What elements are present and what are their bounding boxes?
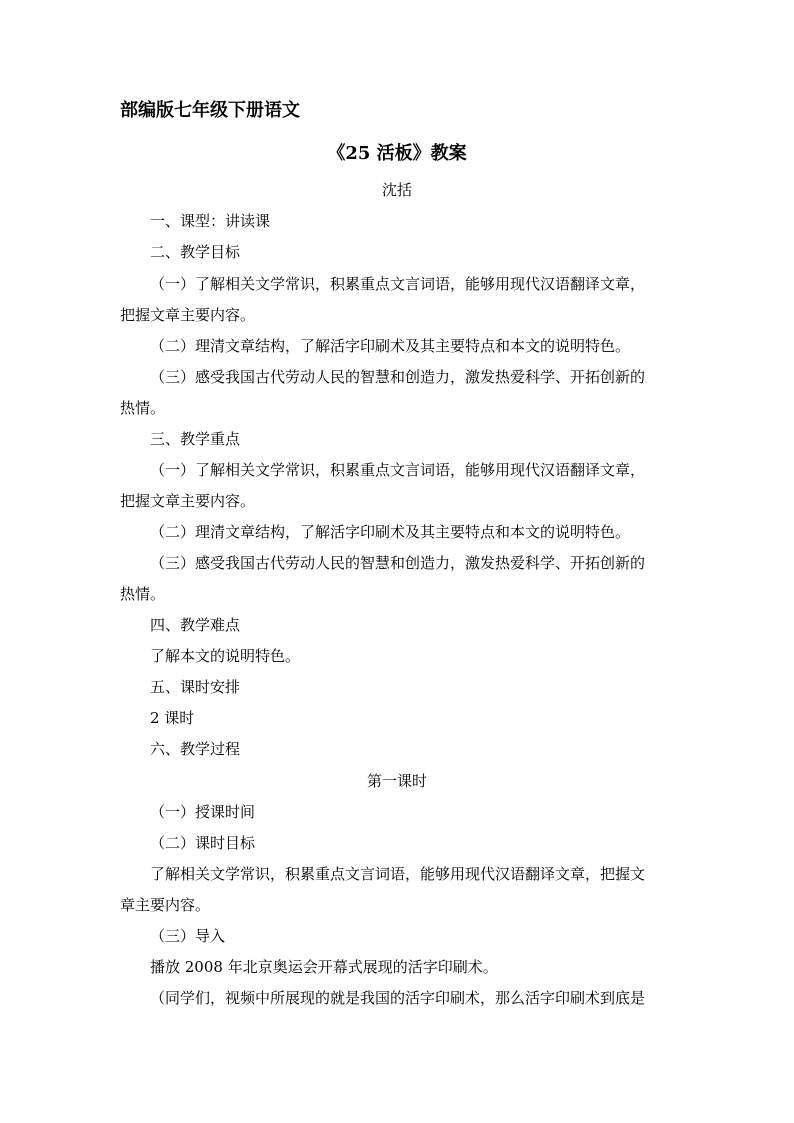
body-line: 三、教学重点 — [150, 430, 241, 448]
body-line: （一）授课时间 — [150, 803, 256, 821]
body-line: 2 课时 — [150, 709, 195, 727]
body-line: （三）导入 — [150, 927, 226, 945]
body-line: （一）了解相关文学常识，积累重点文言词语，能够用现代汉语翻译文章， — [150, 275, 646, 293]
body-line: 了解本文的说明特色。 — [150, 647, 301, 665]
body-line: 播放 2008 年北京奥运会开幕式展现的活字印刷术。 — [150, 958, 498, 976]
document-header: 部编版七年级下册语文 — [120, 100, 300, 121]
body-line: 四、教学难点 — [150, 616, 241, 634]
author-name: 沈括 — [381, 181, 412, 199]
body-line: （一）了解相关文学常识，积累重点文言词语，能够用现代汉语翻译文章， — [150, 461, 646, 479]
body-line: 五、课时安排 — [150, 678, 241, 696]
body-line: 六、教学过程 — [150, 740, 241, 758]
body-line: （三）感受我国古代劳动人民的智慧和创造力，激发热爱科学、开拓创新的 — [150, 368, 646, 386]
body-line: （二）课时目标 — [150, 834, 256, 852]
body-line: （二）理清文章结构，了解活字印刷术及其主要特点和本文的说明特色。 — [150, 337, 631, 355]
body-line: 把握文章主要内容。 — [120, 492, 256, 510]
body-line: 把握文章主要内容。 — [120, 306, 256, 324]
body-line: （三）感受我国古代劳动人民的智慧和创造力，激发热爱科学、开拓创新的 — [150, 554, 646, 572]
body-line: （二）理清文章结构，了解活字印刷术及其主要特点和本文的说明特色。 — [150, 523, 631, 541]
body-line: （同学们，视频中所展现的就是我国的活字印刷术，那么活字印刷术到底是 — [150, 989, 646, 1007]
body-line: 了解相关文学常识，积累重点文言词语，能够用现代汉语翻译文章，把握文 — [150, 865, 646, 883]
section-heading: 第一课时 — [366, 772, 427, 790]
body-line: 热情。 — [120, 585, 166, 603]
body-line: 章主要内容。 — [120, 896, 211, 914]
body-line: 热情。 — [120, 399, 166, 417]
body-line: 一、课型：讲读课 — [150, 212, 271, 230]
document-title: 《25 活板》教案 — [327, 143, 467, 164]
body-line: 二、教学目标 — [150, 243, 241, 261]
